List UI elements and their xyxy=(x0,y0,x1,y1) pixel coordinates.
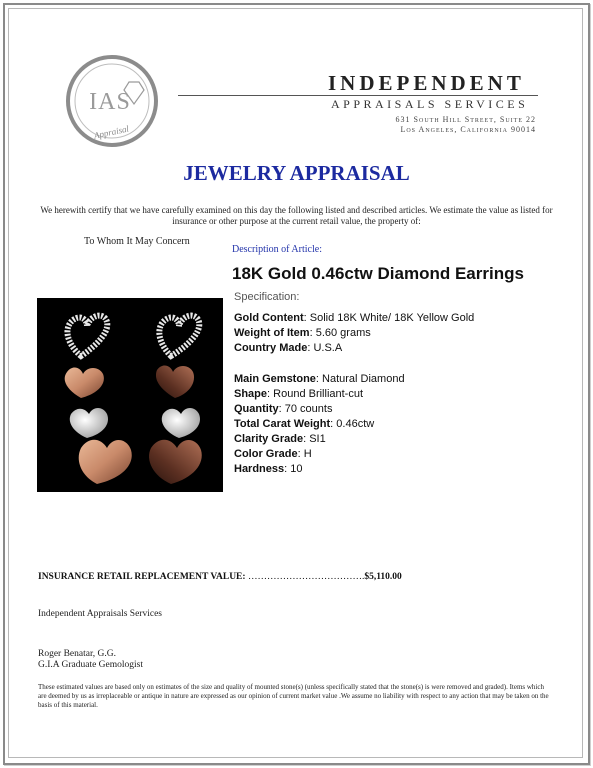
company-name: INDEPENDENT xyxy=(328,71,525,95)
spec-row: Hardness: 10 xyxy=(234,463,303,475)
spec-value: Round Brilliant-cut xyxy=(273,388,364,400)
appraiser-block xyxy=(38,649,143,671)
replacement-value-label: INSURANCE RETAIL REPLACEMENT VALUE: xyxy=(38,572,246,582)
spec-value: 10 xyxy=(290,463,303,475)
spec-label: Country Made xyxy=(234,342,308,354)
spec-row: Weight of Item: 5.60 grams xyxy=(234,327,371,339)
svg-text:Appraisal: Appraisal xyxy=(92,123,130,141)
spec-label: Clarity Grade xyxy=(234,433,304,445)
spec-row: Shape: Round Brilliant-cut xyxy=(234,388,364,400)
specification-label: Specification: xyxy=(234,291,300,303)
spec-row: Gold Content: Solid 18K White/ 18K Yellow Gold xyxy=(234,312,475,324)
spec-label: Hardness xyxy=(234,463,285,475)
spec-row: Main Gemstone: Natural Diamond xyxy=(234,373,405,385)
appraiser-credential: G.I.A Graduate Gemologist xyxy=(38,660,144,670)
recipient: To Whom It May Concern xyxy=(84,236,190,247)
spec-value: 70 counts xyxy=(284,403,333,415)
spec-row: Quantity: 70 counts xyxy=(234,403,333,415)
spec-value: 5.60 grams xyxy=(315,327,371,339)
spec-label: Total Carat Weight xyxy=(234,418,331,430)
replacement-value-amount: $5,110.00 xyxy=(364,572,402,582)
spec-value: SI1 xyxy=(309,433,326,445)
spec-label: Quantity xyxy=(234,403,279,415)
document-title: JEWELRY APPRAISAL xyxy=(183,161,410,185)
certification-text: We herewith certify that we have carefully examined on this day the following listed and described articles. We estimate the value as listed for insurance or other purpose at the current retail value, the property of: xyxy=(40,205,553,226)
spec-label: Color Grade xyxy=(234,448,298,460)
earrings-photo xyxy=(37,298,223,492)
company-subtitle: APPRAISALS SERVICES xyxy=(331,97,529,111)
spec-label: Shape xyxy=(234,388,268,400)
disclaimer: These estimated values are based only on estimates of the size and quality of mounted stone(s) (unless specifically stated that the stone(s) is were removed and graded). Items which are deemed by us as irreplaceable or antique in nature are expressed as our opinion of current market value .We assume no liability with respect to any action that may be taken on the basis of this material. xyxy=(38,683,549,709)
replacement-value-line xyxy=(38,572,402,582)
spec-label: Gold Content xyxy=(234,312,304,324)
spec-row: Total Carat Weight: 0.46ctw xyxy=(234,418,375,430)
address-line-2: Los Angeles, California 90014 xyxy=(400,125,536,134)
ias-logo xyxy=(66,55,158,147)
item-title: 18K Gold 0.46ctw Diamond Earrings xyxy=(232,264,524,283)
svg-text:IAS: IAS xyxy=(89,89,131,115)
appraiser-name: Roger Benatar, G.G. xyxy=(38,649,116,659)
replacement-value-dots: ………………………………. xyxy=(247,572,365,582)
spec-row: Color Grade: H xyxy=(234,448,312,460)
spec-label: Main Gemstone xyxy=(234,373,316,385)
signature-company: Independent Appraisals Services xyxy=(38,609,162,619)
spec-row: Country Made: U.S.A xyxy=(234,342,343,354)
spec-value: U.S.A xyxy=(313,342,343,354)
spec-row: Clarity Grade: SI1 xyxy=(234,433,326,445)
description-label: Description of Article: xyxy=(232,244,322,255)
spec-value: H xyxy=(303,448,312,460)
spec-value: Solid 18K White/ 18K Yellow Gold xyxy=(309,312,475,324)
spec-label: Weight of Item xyxy=(234,327,310,339)
spec-value: 0.46ctw xyxy=(336,418,375,430)
spec-value: Natural Diamond xyxy=(322,373,405,385)
address-line-1: 631 South Hill Street, Suite 22 xyxy=(395,115,536,124)
